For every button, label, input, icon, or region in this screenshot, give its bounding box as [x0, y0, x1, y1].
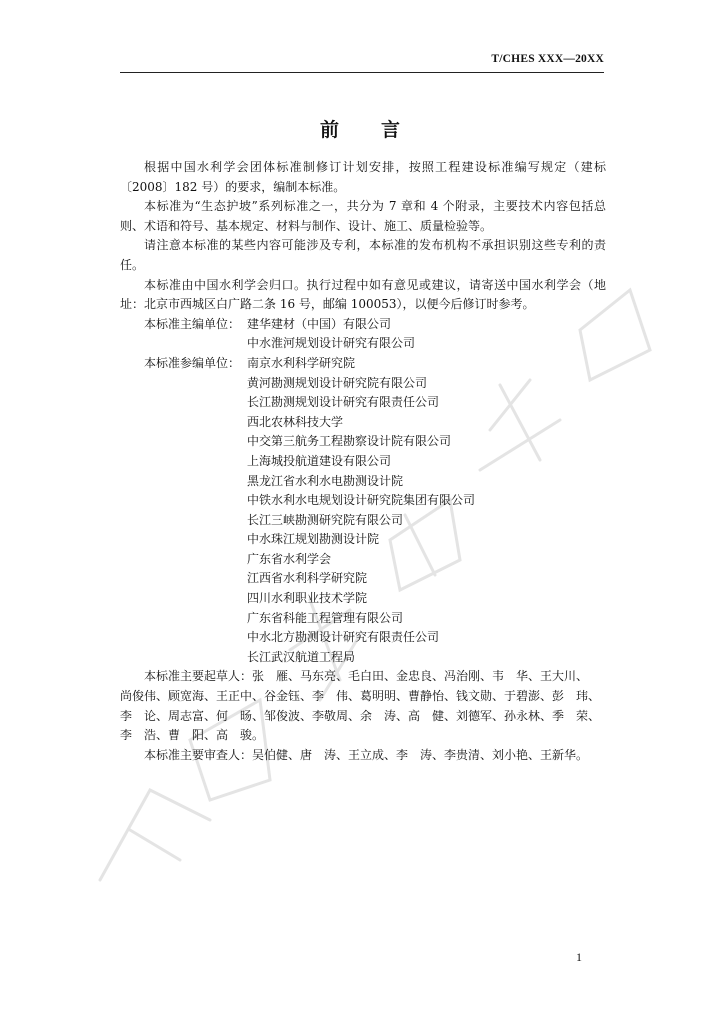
drafters-line: 李 浩、曹 阳、高 骏。	[120, 728, 265, 743]
participating-unit-row	[120, 589, 606, 609]
participating-unit-row	[120, 374, 606, 394]
paragraph-scope: 本标准为“生态护坡”系列标准之一，共分为 7 章和 4 个附录，主要技术内容包括总则、术语和符号、基本规定、材料与制作、设计、施工、质量检验等。	[120, 199, 606, 233]
participating-unit: 中交第三航务工程勘察设计院有限公司	[247, 434, 452, 449]
participating-unit: 广东省科能工程管理有限公司	[247, 610, 404, 625]
participating-unit: 长江勘测规划设计研究有限责任公司	[247, 395, 440, 410]
participating-unit-row	[120, 354, 606, 374]
participating-unit-row	[120, 628, 606, 648]
participating-unit-row	[120, 569, 606, 589]
participating-unit: 广东省水利学会	[247, 551, 332, 566]
participating-unit: 西北农林科技大学	[247, 414, 344, 429]
title-char-1: 前	[319, 119, 343, 141]
chief-units-label: 本标准主编单位：	[144, 316, 241, 331]
chief-unit: 中水淮河规划设计研究有限公司	[247, 336, 416, 351]
participating-unit-row	[120, 413, 606, 433]
participating-unit-row	[120, 550, 606, 570]
participating-unit: 江西省水利科学研究院	[247, 571, 368, 586]
participating-unit: 南京水利科学研究院	[247, 355, 356, 370]
reviewers-line: 本标准主要审查人：吴伯健、唐 涛、王立成、李 涛、李贵清、刘小艳、王新华。	[144, 747, 589, 762]
chief-unit-row	[120, 334, 606, 354]
paragraph-basis: 根据中国水利学会团体标准制修订计划安排，按照工程建设标准编写规定（建标〔2008〕182 号）的要求，编制本标准。	[120, 160, 606, 194]
participating-unit-row	[120, 452, 606, 472]
drafters-block	[120, 667, 606, 745]
participating-unit-row	[120, 648, 606, 668]
participating-unit: 中水珠江规划勘测设计院	[247, 532, 380, 547]
drafters-line: 尚俊伟、顾宽海、王正中、谷金钰、李 伟、葛明明、曹静怡、钱文勋、于碧澎、彭 玮、	[120, 689, 601, 704]
participating-unit: 黑龙江省水利水电勘测设计院	[247, 473, 404, 488]
chief-unit: 建华建材（中国）有限公司	[247, 316, 392, 331]
participating-unit: 黄河勘测规划设计研究院有限公司	[247, 375, 428, 390]
drafters-line: 李 论、周志富、何 旸、邹俊波、李敬周、余 涛、高 健、刘德军、孙永林、季 荣、	[120, 708, 601, 723]
paragraph-contact: 本标准由中国水利学会归口。执行过程中如有意见或建议，请寄送中国水利学会（地址：北京市西城区白广路二条 16 号，邮编 100053），以便今后修订时参考。	[120, 277, 606, 312]
participating-units-label: 本标准参编单位：	[144, 355, 241, 370]
chief-unit-row	[120, 315, 606, 335]
participating-unit-row	[120, 491, 606, 511]
participating-unit: 长江三峡勘测研究院有限公司	[247, 512, 404, 527]
participating-unit-row	[120, 432, 606, 452]
participating-unit: 中铁水利水电规划设计研究院集团有限公司	[247, 493, 476, 508]
participating-unit: 长江武汉航道工程局	[247, 649, 356, 664]
participating-unit: 四川水利职业技术学院	[247, 591, 368, 606]
page-title	[0, 115, 724, 142]
participating-unit: 上海城投航道建设有限公司	[247, 453, 392, 468]
drafters-line: 本标准主要起草人：张 雁、马东亮、毛白田、金忠良、冯治刚、韦 华、王大川、	[144, 669, 589, 684]
participating-unit-row	[120, 609, 606, 629]
foreword-body	[120, 158, 606, 765]
participating-unit-row	[120, 393, 606, 413]
participating-unit-row	[120, 530, 606, 550]
participating-unit-row	[120, 511, 606, 531]
standard-code: T/CHES XXX—20XX	[491, 53, 604, 65]
paragraph-patent: 请注意本标准的某些内容可能涉及专利，本标准的发布机构不承担识别这些专利的责任。	[120, 238, 606, 272]
participating-unit-row	[120, 472, 606, 492]
participating-unit: 中水北方勘测设计研究有限责任公司	[247, 630, 440, 645]
header-rule	[120, 72, 604, 73]
page-number: 1	[576, 950, 582, 964]
title-char-2: 言	[381, 119, 405, 141]
